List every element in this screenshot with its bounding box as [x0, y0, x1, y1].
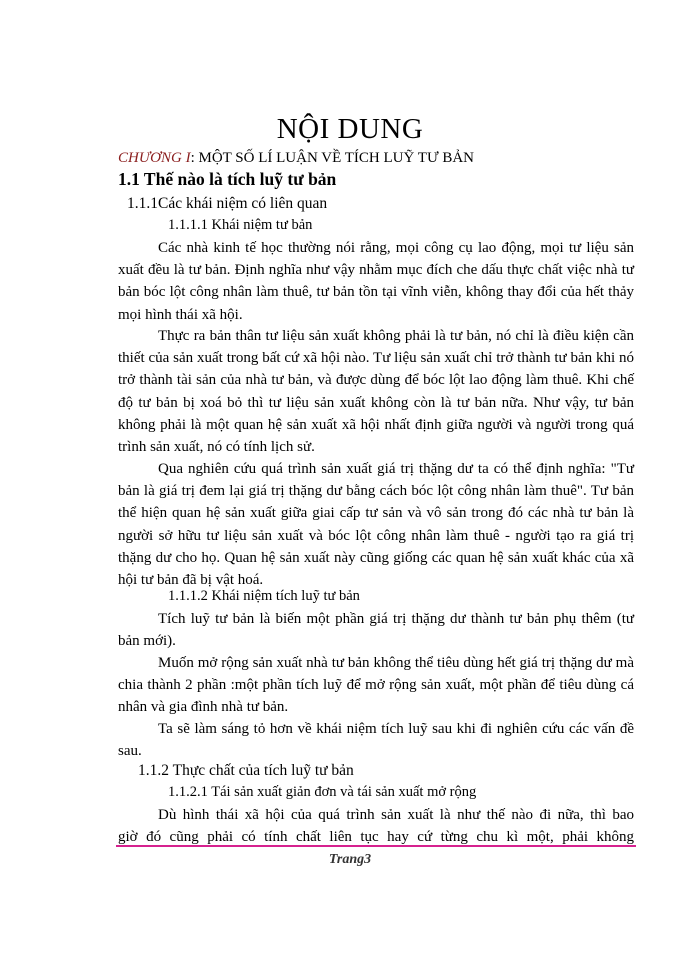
- chapter-title: : MỘT SỐ LÍ LUẬN VỀ TÍCH LUỸ TƯ BẢN: [190, 150, 475, 166]
- paragraph-6: Ta sẽ làm sáng tỏ hơn về khái niệm tích luỹ sau khi đi nghiên cứu các vấn đề sau.: [118, 721, 634, 760]
- paragraph-4: Tích luỹ tư bản là biến một phần giá trị thặng dư thành tư bản phụ thêm (tư bản mới).: [118, 611, 634, 650]
- paragraph-7-line-1: Dù hình thái xã hội của quá trình sản xuất là như thế nào đi nữa, thì bao: [158, 807, 634, 823]
- section-heading-1-1: 1.1 Thế nào là tích luỹ tư bản: [118, 169, 337, 189]
- footer-divider: [116, 845, 636, 847]
- paragraph-3: Qua nghiên cứu quá trình sản xuất giá trị thặng dư ta có thể định nghĩa: "Tư bản là giá trị đem lại giá trị thặng dư bằng cách bóc lột công nhân làm thuê". Tư bản thể hiện quan hệ sản xuất giữa giai cấp tư sản và vô sản trong đó các nhà tư bản là người sở hữu tư liệu sản xuất và bóc lột công nhân làm thuê - người tạo ra giá trị thặng dư cho họ. Quan hệ sản xuất này cũng giống các quan hệ sản xuất khác của xã hội tư bản đã bị vật hoá.: [118, 461, 634, 589]
- chapter-heading: [118, 150, 474, 167]
- paragraph-5: Muốn mở rộng sản xuất nhà tư bản không thể tiêu dùng hết giá trị thặng dư mà chia thành 2 phần :một phần tích luỹ để mở rộng sản xuất, một phần để tiêu dùng cá nhân và gia đình nhà tư bản.: [118, 655, 634, 716]
- paragraph-1: Các nhà kinh tế học thường nói rằng, mọi công cụ lao động, mọi tư liệu sản xuất đều là tư bản. Định nghĩa như vậy nhằm mục đích che dấu thực chất việc nhà tư bản bóc lột công nhân làm thuê, tư bản tồn tại vĩnh viễn, không thay đổi của hết thảy mọi hình thái xã hội.: [118, 240, 634, 323]
- section-heading-1-1-2: 1.1.2 Thực chất của tích luỹ tư bản: [138, 762, 354, 779]
- page-title: NỘI DUNG: [276, 113, 424, 145]
- section-heading-1-1-1-2: 1.1.1.2 Khái niệm tích luỹ tư bản: [168, 588, 360, 604]
- section-heading-1-1-1-1: 1.1.1.1 Khái niệm tư bản: [168, 217, 313, 233]
- page-number-footer: Trang3: [328, 852, 372, 867]
- section-heading-1-1-2-1: 1.1.2.1 Tái sản xuất giản đơn và tái sản xuất mở rộng: [168, 784, 477, 800]
- section-heading-1-1-1: 1.1.1Các khái niệm có liên quan: [127, 195, 328, 212]
- paragraph-7-line-2: giờ đó cũng phải có tính chất liên tục hay cứ từng chu kì một, phải không: [118, 829, 634, 845]
- chapter-number: CHƯƠNG I: [118, 150, 191, 166]
- paragraph-2: Thực ra bản thân tư liệu sản xuất không phải là tư bản, nó chỉ là điều kiện cần thiết của sản xuất trong bất cứ xã hội nào. Tư liệu sản xuất chỉ trở thành tư bản khi nó trở thành tài sản của nhà tư bản, và được dùng để bóc lột lao động làm thuê. Khi chế độ tư bản bị xoá bỏ thì tư liệu sản xuất không còn là tư bản nữa. Như vậy, tư bản không phải là một quan hệ sản xuất xã hội nhất định giữa người và người trong quá trình sản xuất, nó có tính lịch sử.: [118, 328, 634, 456]
